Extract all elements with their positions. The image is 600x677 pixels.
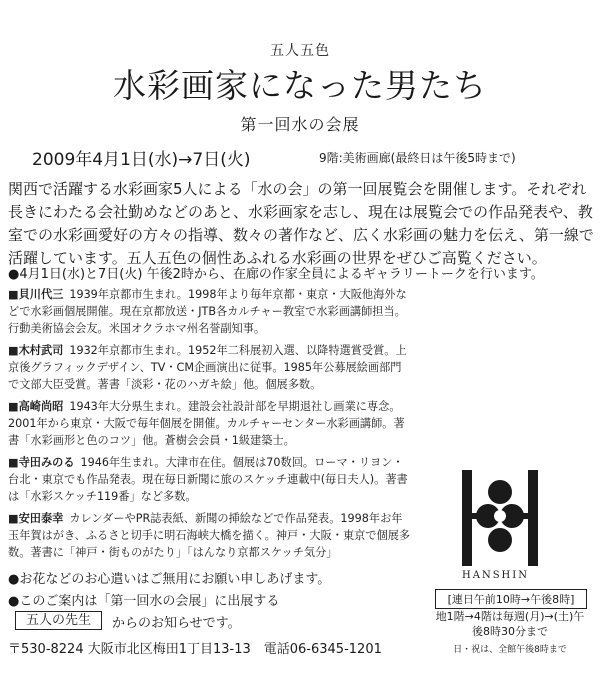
artist-entry	[8, 510, 412, 561]
store-name: HANSHIN	[462, 570, 529, 581]
artist-entry	[8, 398, 412, 449]
subtitle: 五人五色	[270, 43, 330, 59]
artist-entry	[8, 454, 412, 505]
senmon-suffix: からのお知らせです。	[112, 616, 241, 631]
intro-paragraph: 関西で活躍する水彩画家5人による「水の会」の第一回展覧会を開催します。それぞれ長きにわたる会社勤めなどのあと、水彩画家を志し、現在は展覧会での作品発表や、教室での水彩画愛好の方々の指導、数々の著作など、広く水彩画の魅力を伝え、第一線で活躍しています。五人五色の個性あふれる水彩画の世界をぜひご高覧ください。	[8, 180, 594, 267]
senmon-box: 五人の先生	[15, 611, 102, 630]
artist-name: ■木村武司	[8, 344, 64, 357]
invite-note: ●このご案内は「第一回水の会展」に出展する	[8, 594, 280, 609]
artist-bio: 1932年京都市生まれ。1952年二科展初入選、以降特選賞受賞。上京後グラフィックデザイン、TV・CM企画演出に従事。1985年公募展絵画部門で文部大臣受賞。著書「淡彩・花のハガキ絵」他。個展多数。	[8, 344, 407, 391]
hanshin-logo-icon	[440, 468, 570, 586]
artist-bio: 1939年京都市生まれ。1998年より毎年京都・東京・大阪他海外などで水彩画個展開催。現在京都放送・JTB各カルチャー教室で水彩画講師担当。行動美術協会会友。米国オクラホマ州名誉副知事。	[8, 288, 407, 335]
store-open-hours: [連日午前10時→午後8時]	[435, 589, 587, 609]
artist-name: ■寺田みのる	[8, 456, 75, 469]
exhibition-name: 第一回水の会展	[240, 115, 360, 134]
artist-bio: 1946年生まれ。大津市在住。個展は70数回。ローマ・リヨン・台北・東京でも作品発表。現在毎日新聞に旅のスケッチ連載中(毎日夫人)。著書は「水彩スケッチ119番」など多数。	[8, 456, 408, 503]
artist-entry	[8, 286, 412, 337]
artist-name: ■高崎尚昭	[8, 400, 64, 413]
artist-name: ■貝川代三	[8, 288, 64, 301]
artist-name: ■安田泰幸	[8, 512, 64, 525]
store-holiday-hours: 日・祝は、全館午後8時まで	[453, 645, 567, 655]
gallery-talk-note: ●4月1日(水)と7日(火) 午後2時から、在廊の作家全員によるギャラリートークを行います。	[8, 267, 544, 282]
exhibition-dates: 2009年4月1日(水)→7日(火)	[32, 150, 251, 170]
artist-bio: 1943年大分県生まれ。建設会社設計部を早期退社し画業に専念。2001年から東京・大阪で毎年個展を開催。カルチャーセンター水彩画講師。著書「水彩画形と色のコツ」他。蒼樹会会員・1級建築士。	[8, 400, 405, 447]
page-title: 水彩画家になった男たち	[113, 66, 487, 105]
exhibition-hours: 9階:美術画廊(最終日は午後5時まで)	[319, 151, 516, 165]
store-floor-hours: 地1階→4階は毎週(月)→(土)午後8時30分まで	[435, 610, 585, 638]
artist-bio: カレンダーやPR誌表紙、新聞の挿絵などで作品発表。1998年お年玉年賀はがき、ふるさと切手に明石海峡大橋を描く。神戸・大阪・東京で個展多数。著書に「神戸・街ものがたり」「はんなり京都スケッチ気分」	[8, 512, 411, 559]
artist-entry	[8, 342, 412, 393]
store-address: 〒530-8224 大阪市北区梅田1丁目13-13 電話06-6345-1201	[8, 642, 382, 657]
flowers-note: ●お花などのお心遣いはご無用にお願い申しあげます。	[8, 572, 331, 587]
